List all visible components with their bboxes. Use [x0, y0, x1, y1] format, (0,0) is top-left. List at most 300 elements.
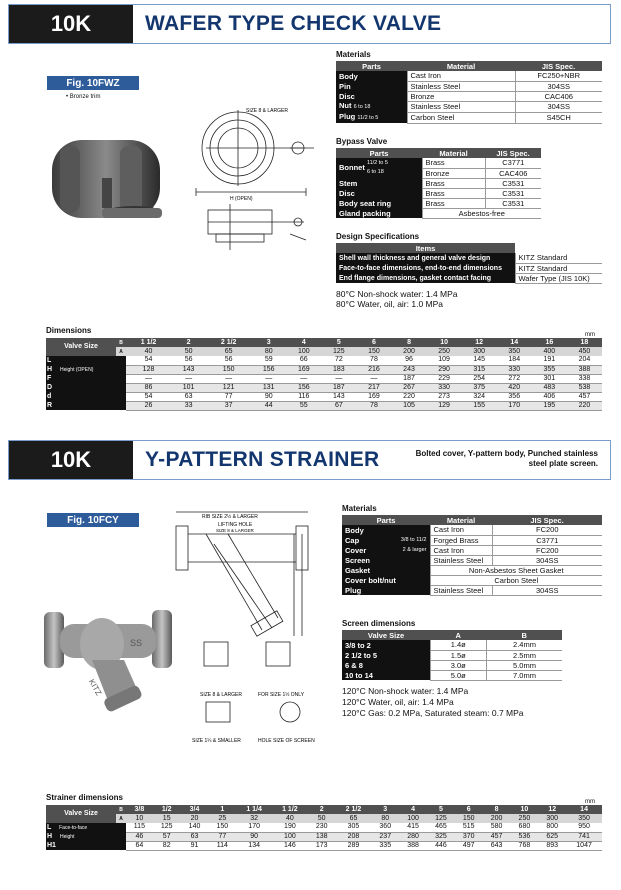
th: JIS Spec.: [515, 61, 602, 71]
wafer-valve-photo: [42, 122, 184, 232]
strainer-drawing: [166, 500, 316, 750]
section1-band: [8, 4, 611, 44]
dim-cell: 91: [181, 841, 209, 850]
dim-cell: 370: [455, 832, 483, 841]
dim-cell: 301: [532, 374, 567, 383]
table-row: [46, 392, 602, 401]
dim-cell: 143: [171, 365, 206, 374]
dim-cell: 1047: [566, 841, 602, 850]
dim-cell: 114: [208, 841, 236, 850]
dim-cell: 169: [286, 365, 321, 374]
size-inch: 14: [566, 805, 602, 814]
th: Valve Size: [342, 630, 430, 640]
dim-cell: 134: [236, 841, 272, 850]
mat-cell: Bronze: [422, 168, 485, 178]
table-row: [342, 575, 602, 585]
dim-cell: 305: [336, 823, 372, 832]
dim-cell: 37: [206, 401, 251, 410]
table-row: [342, 640, 562, 650]
dim-cell: 273: [427, 392, 462, 401]
b-cell: 2.4mm: [486, 640, 562, 650]
th: Parts: [336, 61, 407, 71]
dim-cell: 290: [427, 365, 462, 374]
mat-cell: Forged Brass: [430, 535, 492, 545]
dim-cell: 338: [567, 374, 602, 383]
dim-cell: 217: [356, 383, 391, 392]
hole-label: HOLE SIZE OF SCREEN: [258, 738, 315, 744]
size-inch: 5: [427, 805, 455, 814]
lift-size-label: SIZE 8 & LARGER: [216, 528, 254, 533]
mat-cell: Cast Iron: [430, 525, 492, 535]
spec-cell: C3771: [485, 158, 541, 168]
table-row: [336, 253, 602, 263]
section1-title: WAFER TYPE CHECK VALVE: [145, 12, 442, 35]
size-mm: 450: [567, 347, 602, 356]
dim-cell: 388: [399, 841, 427, 850]
b-mark: B: [116, 805, 126, 814]
spec-cell: C3531: [485, 198, 541, 208]
table-row: [336, 71, 602, 81]
item-cell: End flange dimensions, gasket contact facing: [336, 273, 515, 283]
table-row: [46, 841, 602, 850]
dim-cell: 216: [356, 365, 391, 374]
mat-cell: Stainless Steel: [407, 101, 515, 112]
dim-cell: 143: [321, 392, 356, 401]
mat-cell: Carbon Steel: [430, 575, 602, 585]
table-row: [342, 535, 602, 545]
dim-cell: 356: [497, 392, 532, 401]
dim-cell: 190: [272, 823, 308, 832]
dim-cell: 105: [391, 401, 426, 410]
size-mm: 125: [321, 347, 356, 356]
part-cell: Cap 3/8 to 11/2: [342, 535, 430, 545]
a-cell: 3.0ø: [430, 660, 486, 670]
dim-cell: 187: [391, 374, 426, 383]
dim-key: R: [46, 401, 126, 410]
dim-cell: 768: [510, 841, 538, 850]
dim-cell: 643: [483, 841, 511, 850]
cast-mark: SS: [130, 638, 143, 648]
size-mm: 50: [308, 814, 336, 823]
dim-cell: —: [356, 374, 391, 383]
dim-cell: 388: [567, 365, 602, 374]
dim-cell: 156: [251, 365, 286, 374]
dim-key: H Height: [46, 832, 126, 841]
part-cell: Pin: [336, 81, 407, 91]
dim-cell: 26: [126, 401, 171, 410]
spec-cell: 304SS: [492, 555, 602, 565]
part-cell: Gasket: [342, 565, 430, 575]
size-cell: 6 & 8: [342, 660, 430, 670]
dim-key: L: [46, 356, 126, 365]
size-mm: 250: [510, 814, 538, 823]
a-cell: 5.0ø: [430, 670, 486, 680]
dim-cell: 208: [336, 832, 372, 841]
dim-cell: 315: [462, 365, 497, 374]
mat-cell: Stainless Steel: [430, 555, 492, 565]
b-cell: 7.0mm: [486, 670, 562, 680]
size-inch: 12: [462, 338, 497, 347]
table-row: [46, 383, 602, 392]
valve-size-header: Valve Size: [46, 805, 116, 823]
size-mm: 200: [483, 814, 511, 823]
dim-cell: 254: [462, 374, 497, 383]
strainer-photo: [40, 588, 182, 728]
dim-cell: 272: [497, 374, 532, 383]
dim-key: F: [46, 374, 126, 383]
th: JIS Spec.: [485, 148, 541, 158]
size-mm: 40: [272, 814, 308, 823]
size-mm: 100: [286, 347, 321, 356]
dim-cell: 63: [171, 392, 206, 401]
s2-ratings: [342, 686, 524, 719]
section1-fig-label: Fig. 10FWZ: [47, 76, 139, 90]
th: Parts: [336, 148, 422, 158]
size-mm: 80: [371, 814, 399, 823]
dim-cell: —: [126, 374, 171, 383]
size-mm: 40: [126, 347, 171, 356]
val-cell: KITZ Standard: [515, 253, 602, 263]
dim-cell: 78: [356, 356, 391, 365]
size-inch: 3/8: [126, 805, 153, 814]
rating-line: 120°C Water, oil, air: 1.4 MPa: [342, 697, 454, 707]
dim-cell: 63: [181, 832, 209, 841]
s1-unit: mm: [585, 332, 595, 338]
dim-cell: 184: [497, 356, 532, 365]
dim-cell: 280: [399, 832, 427, 841]
dim-cell: 950: [566, 823, 602, 832]
dim-cell: 536: [510, 832, 538, 841]
size-inch: 10: [510, 805, 538, 814]
dim-cell: 243: [391, 365, 426, 374]
mat-cell: Stainless Steel: [407, 81, 515, 91]
s2-unit: mm: [585, 799, 595, 805]
dim-cell: 121: [206, 383, 251, 392]
item-cell: Shell wall thickness and general valve design: [336, 253, 515, 263]
s2-screen-title: Screen dimensions: [342, 619, 416, 628]
mat-cell: Stainless Steel: [430, 585, 492, 595]
size-mm: 20: [181, 814, 209, 823]
rating-line: 80°C Non-shock water: 1.4 MPa: [336, 289, 458, 299]
dim-cell: 355: [532, 365, 567, 374]
dim-cell: 360: [371, 823, 399, 832]
dim-cell: 483: [532, 383, 567, 392]
table-row: [336, 273, 602, 283]
s1-materials-table: [336, 61, 602, 124]
spec-cell: C3771: [492, 535, 602, 545]
dim-cell: 324: [462, 392, 497, 401]
s2-materials-table: [342, 515, 602, 596]
th: Material: [407, 61, 515, 71]
size-mm: 10: [126, 814, 153, 823]
dim-cell: 195: [532, 401, 567, 410]
size-inch: 1/2: [153, 805, 181, 814]
dim-key: D: [46, 383, 126, 392]
table-row: [46, 401, 602, 410]
table-row: [342, 555, 602, 565]
dim-cell: 96: [391, 356, 426, 365]
dim-cell: 67: [321, 401, 356, 410]
table-row: [336, 81, 602, 91]
s2-dimensions-table: [46, 805, 602, 851]
wafer-valve-drawing: [186, 100, 334, 260]
dim-cell: 229: [427, 374, 462, 383]
size-mm: 300: [538, 814, 566, 823]
size-mm: 350: [566, 814, 602, 823]
size-cell: 10 to 14: [342, 670, 430, 680]
th: B: [486, 630, 562, 640]
table-row: [46, 374, 602, 383]
b-cell: 5.0mm: [486, 660, 562, 670]
size-mm: 80: [251, 347, 286, 356]
table-row: [46, 832, 602, 841]
part-cell: Nut 6 to 18: [336, 101, 407, 112]
dim-cell: 128: [126, 365, 171, 374]
dim-cell: 64: [126, 841, 153, 850]
size-inch: 12: [538, 805, 566, 814]
b-mark: B: [116, 338, 126, 347]
dim-cell: 66: [286, 356, 321, 365]
mat-cell: Asbestos-free: [422, 208, 541, 218]
dim-cell: 173: [308, 841, 336, 850]
section1-code: 10K: [9, 5, 133, 43]
table-row: [342, 660, 562, 670]
dim-cell: 90: [251, 392, 286, 401]
part-cell: Cover bolt/nut: [342, 575, 430, 585]
s1-design-table: [336, 243, 602, 284]
spec-cell: FC200: [492, 545, 602, 555]
dim-cell: 457: [567, 392, 602, 401]
table-row: [342, 670, 562, 680]
table-row: [336, 101, 602, 112]
part-cell: Plug 11/2 to 5: [336, 112, 407, 123]
table-row: [46, 823, 602, 832]
val-cell: Wafer Type (JIS 10K): [515, 273, 602, 283]
dim-cell: 538: [567, 383, 602, 392]
dim-cell: 187: [321, 383, 356, 392]
rib-label: RIB SIZE 2½ & LARGER: [202, 514, 258, 520]
dim-cell: 680: [510, 823, 538, 832]
spec-cell: C3531: [485, 178, 541, 188]
spec-cell: 304SS: [515, 81, 602, 91]
part-cell: Body: [342, 525, 430, 535]
dim-cell: 237: [371, 832, 399, 841]
dim-cell: 420: [497, 383, 532, 392]
mat-cell: Cast Iron: [430, 545, 492, 555]
size-inch: 10: [427, 338, 462, 347]
size-mm: 250: [427, 347, 462, 356]
table-row: [342, 525, 602, 535]
size-mm: 65: [206, 347, 251, 356]
dim-cell: 82: [153, 841, 181, 850]
dim-cell: 57: [153, 832, 181, 841]
dim-cell: —: [251, 374, 286, 383]
dim-cell: 140: [181, 823, 209, 832]
dim-cell: 375: [462, 383, 497, 392]
dim-cell: 78: [356, 401, 391, 410]
dim-cell: 56: [171, 356, 206, 365]
size-inch: 8: [483, 805, 511, 814]
dim-cell: —: [206, 374, 251, 383]
mat-cell: Carbon Steel: [407, 112, 515, 123]
size-mm: 400: [532, 347, 567, 356]
size-mm: 25: [208, 814, 236, 823]
table-row: [336, 158, 602, 168]
dim-cell: 150: [206, 365, 251, 374]
spec-cell: FC250+NBR: [515, 71, 602, 81]
size-inch: 8: [391, 338, 426, 347]
mat-cell: Brass: [422, 188, 485, 198]
part-cell: Screen: [342, 555, 430, 565]
part-cell: Body: [336, 71, 407, 81]
dim-cell: 100: [272, 832, 308, 841]
size-inch: 4: [399, 805, 427, 814]
table-row: [342, 650, 562, 660]
spec-cell: CAC406: [515, 91, 602, 101]
mat-cell: Brass: [422, 178, 485, 188]
dim-cell: 893: [538, 841, 566, 850]
table-row: [336, 263, 602, 273]
th: Material: [430, 515, 492, 525]
item-cell: Face-to-face dimensions, end-to-end dimensions: [336, 263, 515, 273]
section1-trim-note: • Bronze trim: [66, 94, 101, 100]
spec-cell: FC200: [492, 525, 602, 535]
dim-cell: 77: [206, 392, 251, 401]
s1-design-title: Design Specifications: [336, 232, 420, 241]
spec-cell: S45CH: [515, 112, 602, 123]
dim-cell: 220: [391, 392, 426, 401]
size-mm: 100: [399, 814, 427, 823]
dim-cell: 146: [272, 841, 308, 850]
dim-cell: 54: [126, 392, 171, 401]
mat-cell: Bronze: [407, 91, 515, 101]
dim-cell: 59: [251, 356, 286, 365]
table-row: [46, 365, 602, 374]
dim-cell: 109: [427, 356, 462, 365]
table-row: [342, 565, 602, 575]
size-inch: 3/4: [181, 805, 209, 814]
s2-materials-title: Materials: [342, 504, 377, 513]
dim-cell: 116: [286, 392, 321, 401]
size-inch: 3: [251, 338, 286, 347]
a-mark: A: [116, 814, 126, 823]
dim-cell: 55: [286, 401, 321, 410]
s1-bypass-title: Bypass Valve: [336, 137, 388, 146]
section2-title: Y-PATTERN STRAINER: [145, 448, 380, 471]
size-inch: 2: [171, 338, 206, 347]
s1-dimensions-table: [46, 338, 602, 411]
size-mm: 32: [236, 814, 272, 823]
s1-bypass-table: [336, 148, 602, 219]
size-mm: 150: [356, 347, 391, 356]
part-cell: Plug: [342, 585, 430, 595]
dim-cell: 497: [455, 841, 483, 850]
dim-cell: 44: [251, 401, 286, 410]
dim-cell: 33: [171, 401, 206, 410]
spec-cell: 304SS: [515, 101, 602, 112]
dim-cell: 465: [427, 823, 455, 832]
dim-cell: 289: [336, 841, 372, 850]
s1-ratings: [336, 289, 458, 309]
table-row: [336, 208, 602, 218]
dim-cell: 125: [153, 823, 181, 832]
section2-code: 10K: [9, 441, 133, 479]
dim-cell: 131: [251, 383, 286, 392]
dim-cell: 335: [371, 841, 399, 850]
table-row: [336, 198, 602, 208]
s2-screen-table: [342, 630, 562, 681]
dim-cell: 446: [427, 841, 455, 850]
drawing-size-label: SIZE 8 & LARGER: [246, 108, 288, 114]
size-mm: 200: [391, 347, 426, 356]
size-mm: 150: [455, 814, 483, 823]
size-mm: 65: [336, 814, 372, 823]
size-mm: 50: [171, 347, 206, 356]
size-inch: 14: [497, 338, 532, 347]
size-cell: 3/8 to 2: [342, 640, 430, 650]
table-row: [336, 178, 602, 188]
dim-cell: 183: [321, 365, 356, 374]
dim-cell: 220: [567, 401, 602, 410]
dim-cell: 330: [497, 365, 532, 374]
size-inch: 1 1/2: [272, 805, 308, 814]
size-inch: 5: [321, 338, 356, 347]
part-cell: Disc: [336, 188, 422, 198]
drawing-h-label: H (OPEN): [230, 196, 253, 202]
size15-label: FOR SIZE 1½ ONLY: [258, 692, 305, 698]
dim-cell: —: [286, 374, 321, 383]
th: JIS Spec.: [492, 515, 602, 525]
dim-cell: 156: [286, 383, 321, 392]
mat-cell: Brass: [422, 198, 485, 208]
b-cell: 2.5mm: [486, 650, 562, 660]
dim-cell: 115: [126, 823, 153, 832]
dim-cell: 191: [532, 356, 567, 365]
table-row: [46, 356, 602, 365]
dim-cell: 406: [532, 392, 567, 401]
size-inch: 1: [208, 805, 236, 814]
dim-cell: 330: [427, 383, 462, 392]
size-inch: 6: [356, 338, 391, 347]
size-inch: 3: [371, 805, 399, 814]
dim-cell: 625: [538, 832, 566, 841]
th: Items: [336, 243, 515, 253]
part-cell: Body seat ring: [336, 198, 422, 208]
dim-cell: 170: [497, 401, 532, 410]
size-inch: 2: [308, 805, 336, 814]
dim-cell: 77: [208, 832, 236, 841]
dim-cell: 101: [171, 383, 206, 392]
dim-cell: —: [171, 374, 206, 383]
part-cell: Cover 2 & larger: [342, 545, 430, 555]
dim-cell: 86: [126, 383, 171, 392]
rating-line: 120°C Gas: 0.2 MPa, Saturated steam: 0.7 MPa: [342, 708, 524, 718]
spec-cell: CAC406: [485, 168, 541, 178]
mat-cell: Cast Iron: [407, 71, 515, 81]
part-cell: Gland packing: [336, 208, 422, 218]
s1-dimensions-title: Dimensions: [46, 326, 92, 335]
size-mm: 125: [427, 814, 455, 823]
dim-cell: 129: [427, 401, 462, 410]
dim-key: d: [46, 392, 126, 401]
s1-materials-title: Materials: [336, 50, 371, 59]
th: Material: [422, 148, 485, 158]
mat-cell: Non-Asbestos Sheet Gasket: [430, 565, 602, 575]
mat-cell: Brass: [422, 158, 485, 168]
a-mark: A: [116, 347, 126, 356]
size-inch: 2 1/2: [336, 805, 372, 814]
part-cell: Stem: [336, 178, 422, 188]
